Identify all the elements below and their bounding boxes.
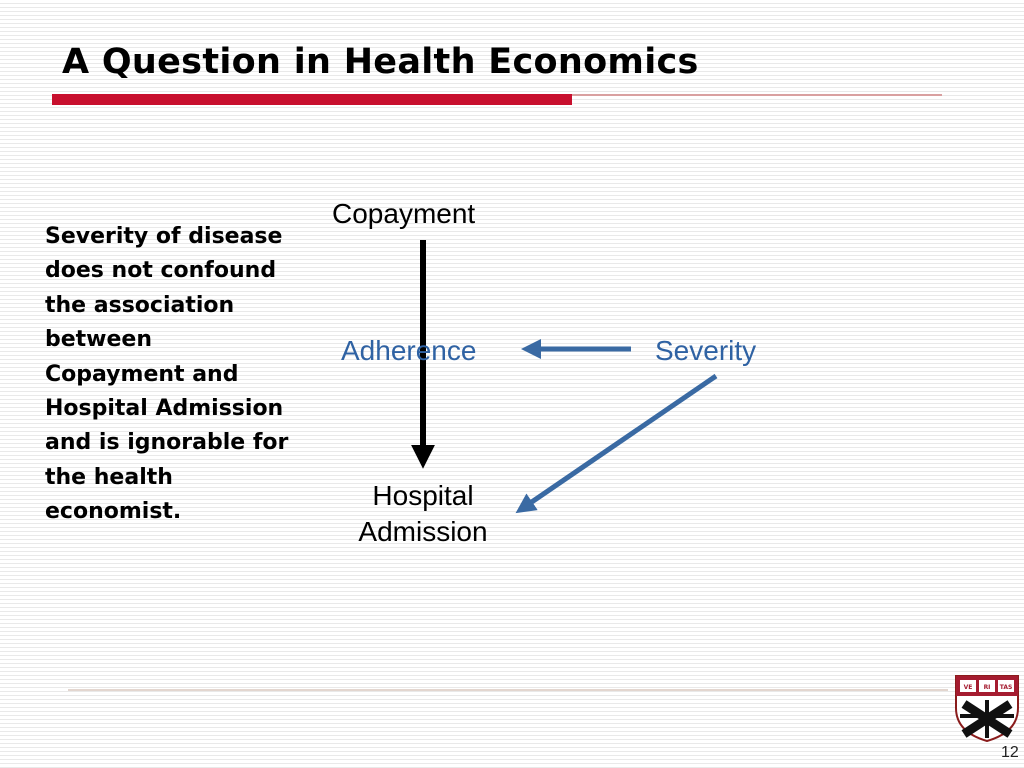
logo-letters-3: TAS	[999, 684, 1013, 691]
severity-to-hospital-arrow	[523, 376, 716, 508]
node-hospital-admission	[335, 478, 511, 550]
node-hospital-line2: Admission	[358, 516, 488, 547]
node-hospital-line1: Hospital	[372, 480, 474, 511]
slide-title: A Question in Health Economics	[62, 42, 699, 82]
slide-body-text: Severity of disease does not confound the association between Copayment and Hospital Admission and is ignorable for the health economist.	[45, 224, 289, 525]
shield-logo-icon	[952, 672, 1022, 742]
logo-letters-1: VE	[963, 684, 973, 691]
logo-letters-2: RI	[983, 684, 991, 691]
footer-rule	[68, 689, 948, 691]
node-adherence: Adherence	[341, 335, 477, 366]
node-severity: Severity	[655, 335, 757, 366]
page-number: 12	[1001, 744, 1019, 761]
node-copayment: Copayment	[332, 198, 476, 229]
